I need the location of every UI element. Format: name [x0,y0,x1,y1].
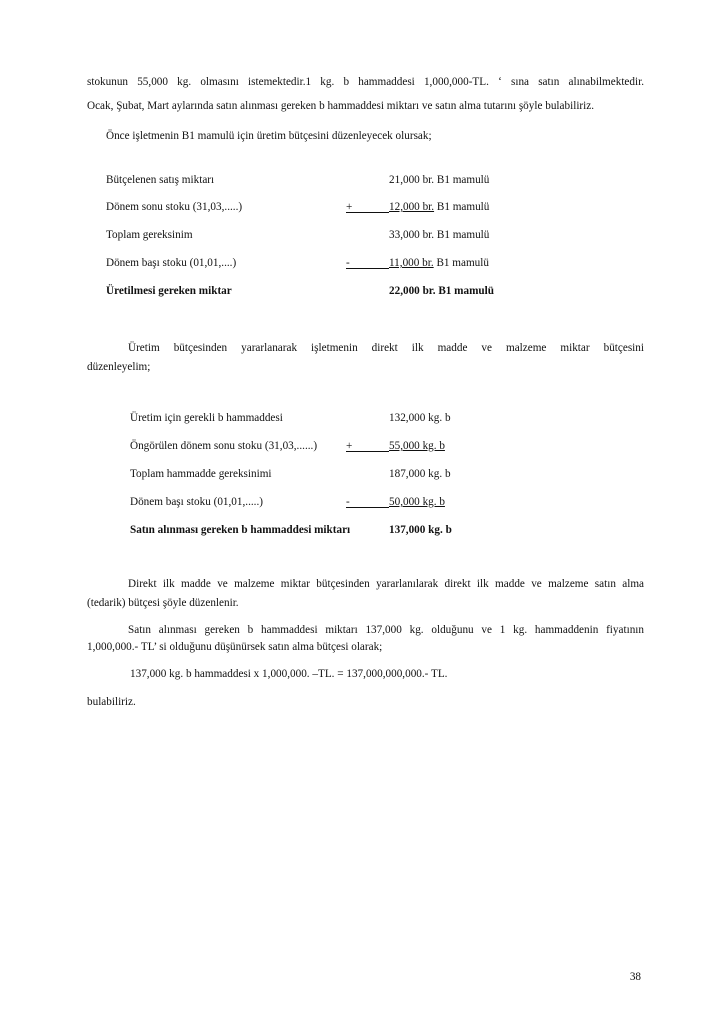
minus-operator: - [346,257,350,269]
row-label: Satın alınması gereken b hammaddesi miktarı [130,524,351,536]
row-label: Dönem sonu stoku (31,03,.....) [106,201,243,213]
row-value: 22,000 br. B1 mamulü [389,285,494,297]
row-label: Toplam gereksinim [106,229,193,241]
row-label: Dönem başı stoku (01,01,.....) [130,496,263,508]
row-label: Üretim için gerekli b hammaddesi [130,412,283,424]
table-row-total [0,523,728,537]
row-value: 55,000 kg. b [389,440,445,452]
plus-operator: + [346,440,353,452]
operator-underline [346,495,389,508]
row-label: Dönem başı stoku (01,01,....) [106,257,237,269]
table-row [0,228,728,242]
production-intro: Önce işletmenin B1 mamulü için üretim bütçesini düzenleyecek olursak; [106,130,432,142]
row-label: Bütçelenen satış miktarı [106,174,215,186]
row-value: 33,000 br. B1 mamulü [389,229,490,241]
purchase-intro-line-2: (tedarik) bütçesi şöyle düzenlenir. [87,597,239,609]
minus-operator: - [346,496,350,508]
plus-operator: + [346,201,353,213]
row-value: 11,000 br. B1 mamulü [389,257,489,269]
operator-underline [346,256,389,269]
material-intro-line-1: Üretim bütçesinden yararlanarak işletmenin direkt ilk madde ve malzeme miktar bütçesini [128,342,644,354]
table-row [0,256,728,270]
table-row [0,411,728,425]
page-number: 38 [629,971,641,983]
purchase-calc-line-1: Satın alınması gereken b hammaddesi miktarı 137,000 kg. olduğunu ve 1 kg. hammaddenin fiyatının [128,624,644,636]
row-value: 50,000 kg. b [389,496,445,508]
table-row [0,200,728,214]
row-value: 137,000 kg. b [389,524,452,536]
row-label: Öngörülen dönem sonu stoku (31,03,......) [130,440,318,452]
table-row [0,467,728,481]
row-value: 132,000 kg. b [389,412,451,424]
table-row [0,495,728,509]
purchase-calc-line-2: 1,000,000.- TL’ si olduğunu düşünürsek satın alma bütçesi olarak; [87,641,383,653]
formula: 137,000 kg. b hammaddesi x 1,000,000. –TL. = 137,000,000,000.- TL. [130,668,448,680]
row-label: Üretilmesi gereken miktar [106,285,232,297]
operator-underline [346,200,389,213]
row-value: 21,000 br. B1 mamulü [389,174,490,186]
row-label: Toplam hammadde gereksinimi [130,468,272,480]
table-row-total [0,284,728,298]
operator-underline [346,439,389,452]
material-intro-line-2: düzenleyelim; [87,361,151,373]
intro-line-2: Ocak, Şubat, Mart aylarında satın alınması gereken b hammaddesi miktarı ve satın alma tutarını şöyle bulabiliriz. [87,100,595,112]
closing-text: bulabiliriz. [87,696,136,708]
intro-line-1: stokunun 55,000 kg. olmasını istemektedir.1 kg. b hammaddesi 1,000,000-TL. ‘ sına satın alınabilmektedir. [87,76,644,88]
purchase-intro-line-1: Direkt ilk madde ve malzeme miktar bütçesinden yararlanılarak direkt ilk madde ve malzeme satın alma [128,578,644,590]
table-row [0,173,728,187]
row-value: 187,000 kg. b [389,468,451,480]
table-row [0,439,728,453]
row-value: 12,000 br. B1 mamulü [389,201,490,213]
